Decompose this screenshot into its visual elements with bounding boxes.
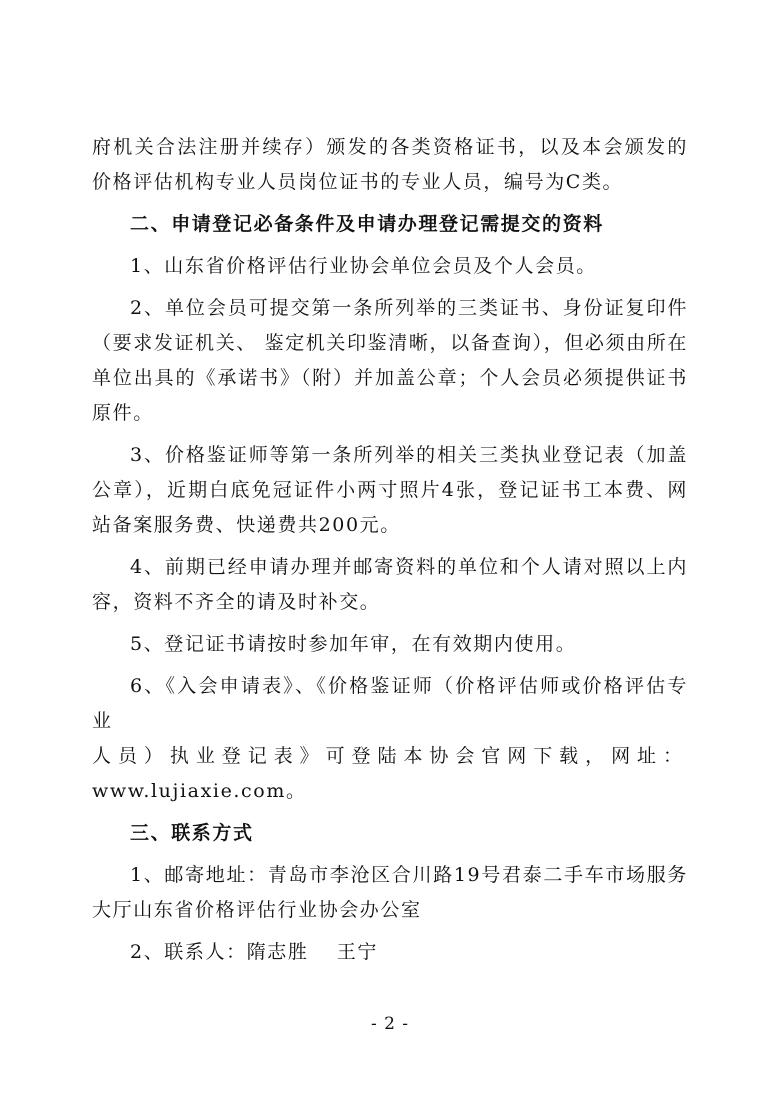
paragraph-item-6-line-2: 人员）执业登记表》可登陆本协会官网下载，网址：	[92, 745, 688, 767]
page-number: - 2 -	[370, 1014, 410, 1034]
contact-persons: 2、联系人：隋志胜 王宁	[130, 941, 378, 963]
document-body	[92, 130, 688, 970]
contact-address: 1、邮寄地址：青岛市李沧区合川路19号君泰二手车市场服务大厅山东省价格评估行业协会办公室	[92, 864, 688, 921]
section-heading-3: 三、联系方式	[130, 822, 254, 844]
paragraph-item-3: 3、价格鉴证师等第一条所列举的相关三类执业登记表（加盖公章），近期白底免冠证件小两寸照片4张，登记证书工本费、网站备案服务费、快递费共200元。	[92, 444, 688, 536]
paragraph-item-5: 5、登记证书请按时参加年审，在有效期内使用。	[130, 633, 577, 655]
paragraph-continuation: 府机关合法注册并续存）颁发的各类资格证书，以及本会颁发的价格评估机构专业人员岗位证书的专业人员，编号为C类。	[92, 136, 688, 193]
paragraph-item-4: 4、前期已经申请办理并邮寄资料的单位和个人请对照以上内容，资料不齐全的请及时补交。	[92, 556, 688, 613]
paragraph-item-2: 2、单位会员可提交第一条所列举的三类证书、身份证复印件（要求发证机关、 鉴定机关印鉴清晰，以备查询），但必须由所在单位出具的《承诺书》（附）并加盖公章；个人会员必须提供证书原件。	[92, 297, 688, 424]
paragraph-item-1: 1、山东省价格评估行业协会单位会员及个人会员。	[130, 255, 597, 277]
paragraph-item-6-line-3: www.lujiaxie.com。	[92, 780, 307, 802]
section-heading-2: 二、申请登记必备条件及申请办理登记需提交的资料	[130, 213, 604, 235]
paragraph-item-6-line-1: 6、《入会申请表》、《价格鉴证师（价格评估师或价格评估专业	[92, 675, 688, 732]
